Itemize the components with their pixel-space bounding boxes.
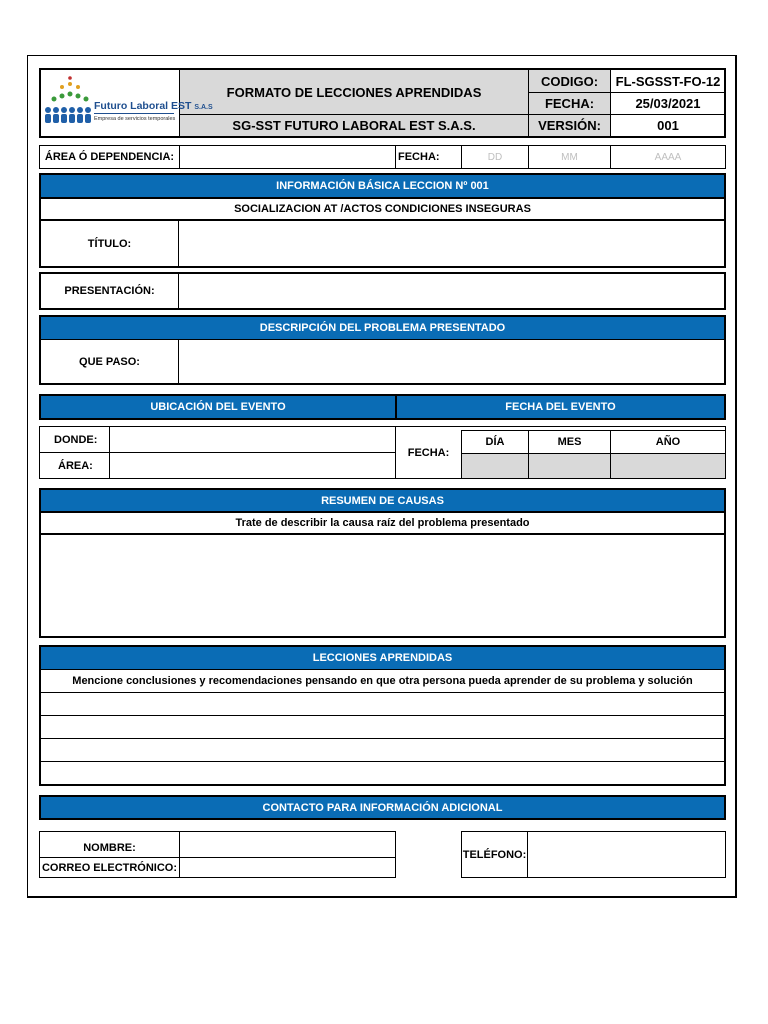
codigo-label: CODIGO:: [540, 73, 599, 89]
area-dependencia-field[interactable]: [180, 146, 395, 168]
lecciones-header: LECCIONES APRENDIDAS: [41, 647, 724, 669]
codigo-value: FL-SGSST-FO-12: [615, 73, 721, 89]
area-fecha-label: FECHA:: [398, 151, 440, 163]
presentacion-field[interactable]: [180, 274, 724, 308]
people-logo-icon: [42, 76, 98, 132]
company-logo: [42, 72, 213, 134]
area-dependencia-label: ÁREA Ó DEPENDENCIA:: [44, 151, 175, 163]
anio-label: AÑO: [655, 436, 681, 448]
lecciones-line-3[interactable]: [41, 739, 724, 761]
nombre-label: NOMBRE:: [83, 841, 136, 854]
telefono-field[interactable]: [528, 832, 725, 877]
lesson-subject: SOCIALIZACION AT /ACTOS CONDICIONES INSEGURAS: [234, 203, 531, 215]
aaaa-field[interactable]: AAAA: [654, 151, 682, 163]
donde-field[interactable]: [110, 427, 395, 452]
correo-label: CORREO ELECTRÓNICO:: [41, 861, 178, 874]
causas-header: RESUMEN DE CAUSAS: [41, 490, 724, 511]
mm-field[interactable]: MM: [561, 151, 578, 163]
mes-label: MES: [557, 436, 582, 448]
que-paso-label: QUE PASO:: [79, 355, 140, 368]
fecha-value: 25/03/2021: [635, 96, 701, 111]
version-label: VERSIÓN:: [538, 118, 601, 133]
anio-field[interactable]: [611, 454, 725, 478]
lecciones-instruction: Mencione conclusiones y recomendaciones pensando en que otra persona pueda aprender de su problema y solución: [72, 675, 693, 687]
titulo-label: TÍTULO:: [87, 237, 132, 250]
info-basica-header: INFORMACIÓN BÁSICA LECCION Nº 001: [41, 175, 724, 197]
contacto-header: CONTACTO PARA INFORMACIÓN ADICIONAL: [41, 797, 724, 818]
fecha-evento-label: FECHA:: [407, 447, 450, 459]
version-value: 001: [657, 118, 679, 133]
mes-field[interactable]: [529, 454, 610, 478]
dia-label: DÍA: [485, 436, 505, 448]
causas-instruction: Trate de describir la causa raíz del problema presentado: [235, 517, 530, 529]
logo-name: Futuro Laboral EST: [94, 100, 192, 112]
fecha-evento-header: FECHA DEL EVENTO: [397, 396, 724, 418]
titulo-field[interactable]: [180, 221, 724, 266]
presentacion-label: PRESENTACIÓN:: [64, 285, 155, 297]
fecha-label: FECHA:: [544, 96, 595, 111]
area-evento-label: ÁREA:: [58, 459, 93, 472]
correo-field[interactable]: [180, 858, 395, 877]
descripcion-header: DESCRIPCIÓN DEL PROBLEMA PRESENTADO: [41, 317, 724, 339]
lecciones-line-2[interactable]: [41, 716, 724, 738]
lecciones-line-1[interactable]: [41, 693, 724, 715]
form-title: FORMATO DE LECCIONES APRENDIDAS: [226, 84, 482, 100]
logo-suffix: S.A.S: [194, 104, 213, 111]
lecciones-line-4[interactable]: [41, 762, 724, 784]
form-subtitle: SG-SST FUTURO LABORAL EST S.A.S.: [232, 118, 476, 133]
dia-field[interactable]: [462, 454, 528, 478]
causas-field[interactable]: [41, 535, 724, 636]
ubicacion-header: UBICACIÓN DEL EVENTO: [41, 396, 395, 418]
que-paso-field[interactable]: [180, 340, 724, 383]
nombre-field[interactable]: [180, 832, 395, 857]
telefono-label: TELÉFONO:: [462, 848, 527, 861]
area-evento-field[interactable]: [110, 453, 395, 478]
dd-field[interactable]: DD: [487, 151, 503, 163]
logo-tagline: Empresa de servicios temporales: [94, 116, 176, 122]
donde-label: DONDE:: [54, 433, 98, 446]
